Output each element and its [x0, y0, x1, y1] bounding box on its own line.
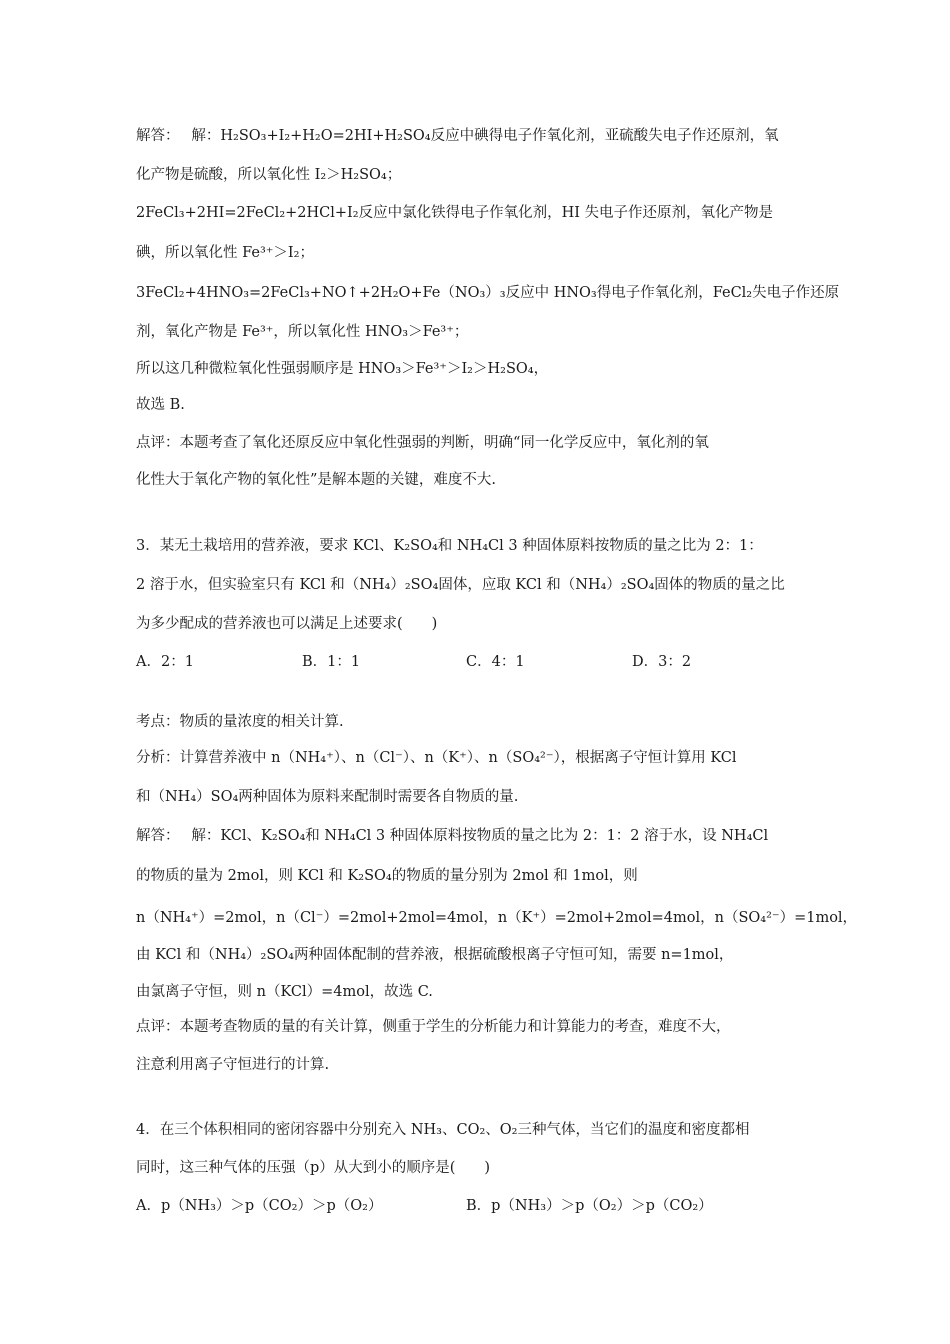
option-b: B．p（NH₃）＞p（O₂）＞p（CO₂）: [466, 1198, 713, 1214]
question-text: 同时，这三种气体的压强（p）从大到小的顺序是( ): [136, 1160, 491, 1176]
answer-line: 故选 B.: [136, 397, 185, 413]
analysis-line: 和（NH₄）SO₄两种固体为原料来配制时需要各自物质的量.: [136, 789, 519, 805]
question-text: 2 溶于水，但实验室只有 KCl 和（NH₄）₂SO₄固体，应取 KCl 和（NH₄）₂SO₄固体的物质的量之比: [136, 577, 785, 593]
answer-line: 的物质的量为 2mol，则 KCl 和 K₂SO₄的物质的量分别为 2mol 和 1mol，则: [136, 868, 638, 884]
comment-line: 注意利用离子守恒进行的计算.: [136, 1057, 330, 1073]
comment-line: 点评：本题考查了氧化还原反应中氧化性强弱的判断，明确“同一化学反应中，氧化剂的氧: [136, 435, 709, 451]
topic-line: 考点：物质的量浓度的相关计算.: [136, 714, 344, 730]
analysis-line: 分析：计算营养液中 n（NH₄⁺）、n（Cl⁻）、n（K⁺）、n（SO₄²⁻），根据离子守恒计算用 KCl: [136, 750, 737, 766]
answer-line: 2FeCl₃+2HI=2FeCl₂+2HCl+I₂反应中氯化铁得电子作氧化剂，HI 失电子作还原剂，氧化产物是: [136, 205, 774, 221]
option-b: B．1：1: [302, 654, 361, 670]
answer-line: 由 KCl 和（NH₄）₂SO₄两种固体配制的营养液，根据硫酸根离子守恒可知，需要 n=1mol，: [136, 947, 734, 963]
answer-line: 化产物是硫酸，所以氧化性 I₂＞H₂SO₄；: [136, 167, 402, 183]
answer-line: 碘，所以氧化性 Fe³⁺＞I₂；: [136, 245, 314, 261]
option-a: A．p（NH₃）＞p（CO₂）＞p（O₂）: [136, 1198, 383, 1214]
answer-line: 所以这几种微粒氧化性强弱顺序是 HNO₃＞Fe³⁺＞I₂＞H₂SO₄，: [136, 361, 549, 377]
answer-line: n（NH₄⁺）=2mol，n（Cl⁻）=2mol+2mol=4mol，n（K⁺）=2mol+2mol=4mol，n（SO₄²⁻）=1mol，: [136, 910, 858, 926]
answer-line: 解答： 解：H₂SO₃+I₂+H₂O=2HI+H₂SO₄反应中碘得电子作氧化剂，亚硫酸失电子作还原剂，氧: [136, 128, 779, 144]
question-text: 为多少配成的营养液也可以满足上述要求( ): [136, 616, 438, 632]
question-text: 3．某无土栽培用的营养液，要求 KCl、K₂SO₄和 NH₄Cl 3 种固体原料按物质的量之比为 2：1：: [136, 538, 763, 554]
option-row: [136, 652, 836, 672]
comment-line: 点评：本题考查物质的量的有关计算，侧重于学生的分析能力和计算能力的考查，难度不大，: [136, 1019, 731, 1035]
option-c: C．4：1: [466, 654, 525, 670]
option-row: [136, 1196, 836, 1216]
answer-line: 解答： 解：KCl、K₂SO₄和 NH₄Cl 3 种固体原料按物质的量之比为 2：1：2 溶于水，设 NH₄Cl: [136, 828, 769, 844]
option-d: D．3：2: [632, 654, 692, 670]
question-text: 4．在三个体积相同的密闭容器中分别充入 NH₃、CO₂、O₂三种气体，当它们的温度和密度都相: [136, 1122, 750, 1138]
option-a: A．2：1: [136, 654, 194, 670]
comment-line: 化性大于氧化产物的氧化性”是解本题的关键，难度不大.: [136, 472, 497, 488]
answer-line: 由氯离子守恒，则 n（KCl）=4mol，故选 C.: [136, 984, 433, 1000]
answer-line: 3FeCl₂+4HNO₃=2FeCl₃+NO↑+2H₂O+Fe（NO₃）₃反应中 HNO₃得电子作氧化剂，FeCl₂失电子作还原: [136, 285, 840, 301]
answer-line: 剂，氧化产物是 Fe³⁺，所以氧化性 HNO₃＞Fe³⁺；: [136, 324, 469, 340]
